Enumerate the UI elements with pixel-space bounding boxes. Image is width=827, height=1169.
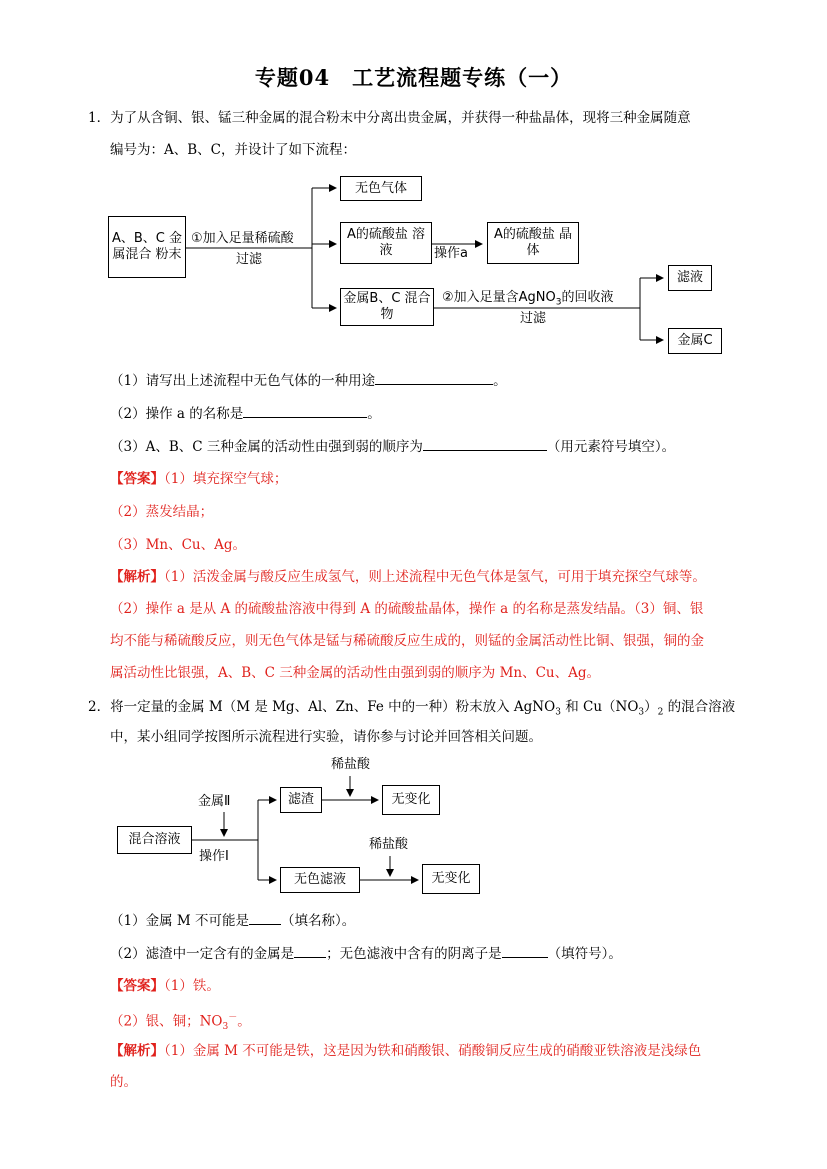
q1-sub1: （1）请写出上述流程中无色气体的一种用途 。 — [110, 370, 507, 391]
q2-stem-line2: 中，某小组同学按图所示流程进行实验，请你参与讨论并回答相关问题。 — [110, 729, 542, 745]
q1-bc-box: 金属B、C 混合物 — [340, 288, 434, 326]
q1-analysis1: 【解析】（1）活泼金属与酸反应生成氢气，则上述流程中无色气体是氢气，可用于填充探空气球等。 — [110, 569, 706, 585]
q1-sulfate-crystal-box: A的硫酸盐 晶体 — [487, 222, 579, 264]
q2-residue-box: 滤渣 — [280, 787, 322, 813]
q2-analysis2: 的。 — [110, 1074, 137, 1090]
q1-step1-sub: 过滤 — [236, 252, 263, 267]
q1-analysis4: 属活动性比银强，A、B、C 三种金属的活动性由强到弱的顺序为 Mn、Cu、Ag。 — [110, 665, 601, 681]
q1-step2-label: ②加入足量含AgNO$_3$的回收液 — [442, 290, 614, 308]
q2-no-change-top: 无变化 — [382, 785, 440, 815]
q1-step1-label: ①加入足量稀硫酸 — [191, 231, 294, 246]
q1-filtrate-box: 滤液 — [668, 265, 712, 291]
q1-analysis2: （2）操作 a 是从 A 的硫酸盐溶液中得到 A 的硫酸盐晶体，操作 a 的名称是蒸发结晶。（3）铜、银 — [110, 601, 704, 617]
q2-stem-line1: 2．将一定量的金属 M（M 是 Mg、Al、Zn、Fe 中的一种）粉末放入 AgNO$_3$ 和 $Cu(NO_3)_2$ 的混合溶液 — [88, 699, 736, 718]
q2-sub2: （2）滤渣中一定含有的金属是 ；无色滤液中含有的阴离子是 （填符号）。 — [110, 943, 622, 964]
q2-analysis1: 【解析】（1）金属 M 不可能是铁，这是因为铁和硝酸银、硝酸铜反应生成的硝酸亚铁溶液是浅绿色 — [110, 1043, 702, 1059]
q1-metal-c-box: 金属C — [668, 328, 722, 354]
q1-sub3: （3）A、B、C 三种金属的活动性由强到弱的顺序为 （用元素符号填空）。 — [110, 436, 675, 457]
q2-hcl-label-bottom: 稀盐酸 — [369, 837, 409, 852]
q1-step2-sub: 过滤 — [520, 311, 547, 326]
q1-analysis3: 均不能与稀硫酸反应，则无色气体是锰与稀硫酸反应生成的，则锰的金属活动性比铜、银强，铜的金 — [110, 633, 704, 649]
q2-mixed-box: 混合溶液 — [117, 826, 192, 854]
q2-metal-label: 金属Ⅱ — [198, 794, 231, 809]
q2-no-change-bottom: 无变化 — [422, 864, 480, 894]
q1-stem-line2: 编号为：A、B、C，并设计了如下流程： — [110, 142, 356, 158]
page-title: 专题04 工艺流程题专练（一） — [254, 65, 573, 90]
q1-answer3: （3）Mn、Cu、Ag。 — [110, 537, 247, 553]
q1-op-a-label: 操作a — [434, 246, 468, 261]
q1-sub2: （2）操作 a 的名称是 。 — [110, 403, 381, 424]
q1-stem-line1: 1．为了从含铜、银、锰三种金属的混合粉末中分离出贵金属，并获得一种盐晶体，现将三种金属随意 — [88, 110, 691, 126]
q2-filtrate-box: 无色滤液 — [280, 867, 360, 893]
q2-answer2: （2）银、铜；$NO_3^-$。 — [110, 1013, 251, 1033]
q2-sub1: （1）金属 M 不可能是 （填名称）。 — [110, 910, 355, 931]
q1-sulfate-solution-box: A的硫酸盐 溶液 — [340, 222, 432, 264]
q1-answer2: （2）蒸发结晶； — [110, 504, 214, 520]
q1-start-box: A、B、C 金属混合 粉末 — [108, 216, 186, 278]
q1-answer1: 【答案】（1）填充探空气球； — [110, 471, 288, 487]
q2-hcl-label-top: 稀盐酸 — [331, 757, 371, 772]
q1-gas-box: 无色气体 — [340, 176, 422, 201]
q2-op-label: 操作Ⅰ — [199, 849, 229, 864]
q2-answer1: 【答案】（1）铁。 — [110, 978, 220, 994]
